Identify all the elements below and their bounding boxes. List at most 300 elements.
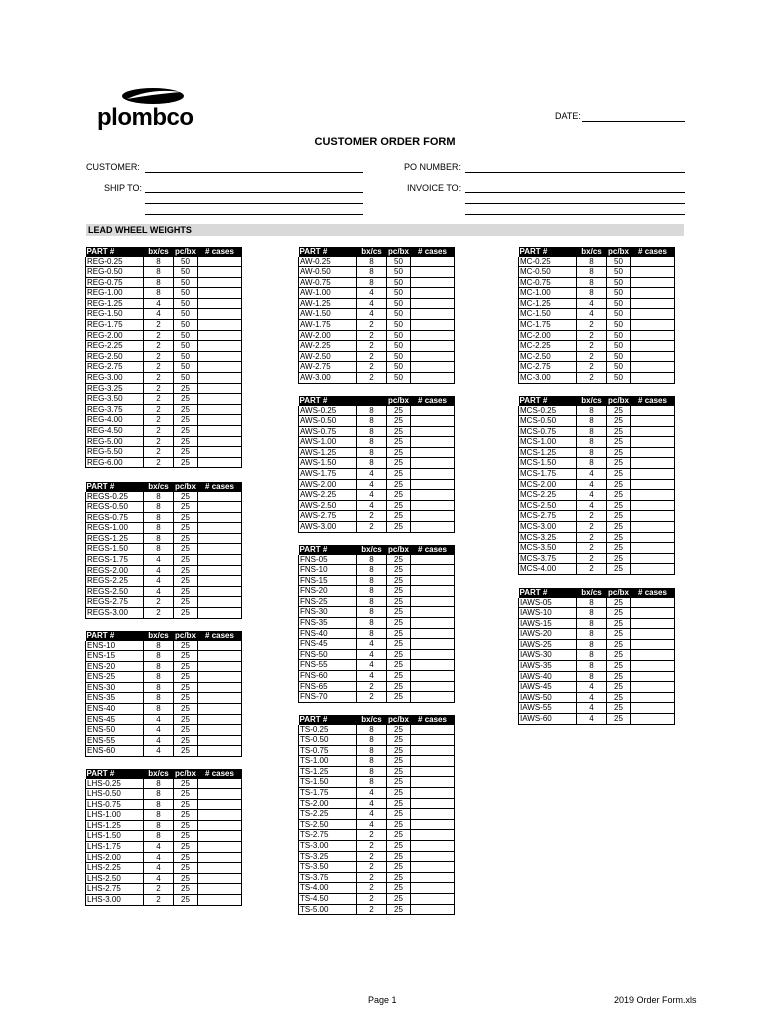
cases-input-cell[interactable]	[411, 351, 455, 362]
part-number-cell: MCS-1.75	[519, 469, 577, 480]
table-row	[299, 288, 455, 299]
cases-input-cell[interactable]	[631, 341, 675, 352]
table-row	[299, 894, 455, 905]
pieces-per-box-cell: 25	[607, 564, 631, 575]
invoice-to-field-2[interactable]	[465, 203, 685, 204]
cases-input-cell[interactable]	[411, 586, 455, 597]
date-label: DATE:	[555, 111, 581, 121]
table-row	[519, 618, 675, 629]
part-number-cell: FNS-60	[299, 671, 357, 682]
part-number-cell: LHS-0.50	[86, 789, 144, 800]
cases-input-cell[interactable]	[198, 330, 242, 341]
cases-input-cell[interactable]	[198, 895, 242, 906]
cases-input-cell[interactable]	[198, 373, 242, 384]
cases-input-cell[interactable]	[198, 309, 242, 320]
pieces-per-box-cell: 25	[387, 607, 411, 618]
cases-input-cell[interactable]	[411, 830, 455, 841]
cases-input-cell[interactable]	[198, 523, 242, 534]
cases-input-cell[interactable]	[198, 842, 242, 853]
ship-to-field-3[interactable]	[145, 214, 363, 215]
pieces-per-box-cell: 25	[387, 725, 411, 735]
cases-input-cell[interactable]	[411, 511, 455, 522]
part-number-cell: REG-0.75	[86, 277, 144, 288]
cases-input-cell[interactable]	[198, 298, 242, 309]
table-row	[519, 714, 675, 725]
pieces-per-box-cell: 25	[607, 426, 631, 437]
cases-input-cell[interactable]	[411, 681, 455, 692]
part-number-cell: MCS-3.75	[519, 553, 577, 564]
pieces-per-box-cell: 25	[174, 404, 198, 415]
table-mc	[518, 247, 675, 384]
ship-to-field-1[interactable]	[145, 192, 363, 193]
table-header-row	[519, 396, 675, 406]
cases-input-cell[interactable]	[411, 341, 455, 352]
cases-input-cell[interactable]	[631, 277, 675, 288]
pieces-per-box-cell: 25	[607, 522, 631, 533]
cases-input-cell[interactable]	[198, 831, 242, 842]
part-number-cell: REGS-1.75	[86, 555, 144, 566]
part-number-cell: ENS-10	[86, 641, 144, 651]
cases-input-cell[interactable]	[411, 725, 455, 735]
cases-input-cell[interactable]	[198, 682, 242, 693]
cases-input-cell[interactable]	[198, 799, 242, 810]
cases-input-cell[interactable]	[411, 883, 455, 894]
part-number-cell: AWS-0.75	[299, 426, 357, 437]
cases-input-cell[interactable]	[631, 490, 675, 501]
cases-input-cell[interactable]	[198, 362, 242, 373]
pieces-per-box-cell: 25	[174, 641, 198, 651]
column-header: bx/cs	[577, 247, 607, 257]
cases-input-cell[interactable]	[411, 288, 455, 299]
boxes-per-case-cell: 8	[144, 502, 174, 513]
cases-input-cell[interactable]	[411, 257, 455, 267]
cases-input-cell[interactable]	[631, 479, 675, 490]
cases-input-cell[interactable]	[198, 704, 242, 715]
pieces-per-box-cell: 25	[174, 714, 198, 725]
cases-input-cell[interactable]	[411, 819, 455, 830]
pieces-per-box-cell: 25	[387, 862, 411, 873]
cases-input-cell[interactable]	[198, 884, 242, 895]
pieces-per-box-cell: 25	[387, 681, 411, 692]
cases-input-cell[interactable]	[411, 788, 455, 799]
part-number-cell: REG-3.25	[86, 383, 144, 394]
cases-input-cell[interactable]	[198, 735, 242, 746]
cases-input-cell[interactable]	[198, 351, 242, 362]
cases-input-cell[interactable]	[198, 267, 242, 278]
cases-input-cell[interactable]	[411, 373, 455, 384]
part-number-cell: AW-1.50	[299, 309, 357, 320]
invoice-to-field-3[interactable]	[465, 214, 685, 215]
boxes-per-case-cell: 8	[577, 639, 607, 650]
cases-input-cell[interactable]	[631, 522, 675, 533]
cases-input-cell[interactable]	[411, 406, 455, 416]
cases-input-cell[interactable]	[198, 586, 242, 597]
ship-to-field-2[interactable]	[145, 203, 363, 204]
cases-input-cell[interactable]	[631, 437, 675, 448]
pieces-per-box-cell: 25	[387, 777, 411, 788]
table-row	[86, 789, 242, 800]
pieces-per-box-cell: 25	[174, 415, 198, 426]
table-row	[519, 426, 675, 437]
boxes-per-case-cell: 8	[144, 288, 174, 299]
boxes-per-case-cell: 4	[144, 576, 174, 587]
column-header: PART #	[86, 247, 144, 257]
cases-input-cell[interactable]	[411, 362, 455, 373]
part-number-cell: AWS-1.00	[299, 437, 357, 448]
cases-input-cell[interactable]	[631, 682, 675, 693]
cases-input-cell[interactable]	[631, 692, 675, 703]
cases-input-cell[interactable]	[411, 330, 455, 341]
pieces-per-box-cell: 25	[387, 511, 411, 522]
part-number-cell: IAWS-05	[519, 598, 577, 608]
boxes-per-case-cell: 8	[357, 555, 387, 565]
column-header: pc/bx	[388, 715, 409, 724]
table-row	[299, 618, 455, 629]
cases-input-cell[interactable]	[631, 362, 675, 373]
boxes-per-case-cell: 2	[357, 373, 387, 384]
cases-input-cell[interactable]	[198, 383, 242, 394]
table-row	[86, 608, 242, 619]
cases-input-cell[interactable]	[631, 320, 675, 331]
cases-input-cell[interactable]	[411, 277, 455, 288]
cases-input-cell[interactable]	[198, 576, 242, 587]
part-number-cell: AWS-1.75	[299, 469, 357, 480]
boxes-per-case-cell: 8	[144, 704, 174, 715]
pieces-per-box-cell: 25	[607, 543, 631, 554]
table-row	[86, 746, 242, 757]
cases-input-cell[interactable]	[198, 394, 242, 405]
cases-input-cell[interactable]	[198, 565, 242, 576]
boxes-per-case-cell: 4	[144, 842, 174, 853]
part-number-cell: MC-2.50	[519, 351, 577, 362]
cases-input-cell[interactable]	[631, 564, 675, 575]
table-row	[299, 809, 455, 820]
part-number-cell: IAWS-35	[519, 661, 577, 672]
cases-input-cell[interactable]	[198, 779, 242, 789]
invoice-to-field-1[interactable]	[465, 192, 685, 193]
part-number-cell: MCS-2.00	[519, 479, 577, 490]
boxes-per-case-cell: 4	[144, 309, 174, 320]
date-field[interactable]	[582, 121, 685, 122]
cases-input-cell[interactable]	[198, 651, 242, 662]
cases-input-cell[interactable]	[411, 809, 455, 820]
cases-input-cell[interactable]	[198, 714, 242, 725]
column-header: # cases	[631, 247, 675, 257]
boxes-per-case-cell: 8	[577, 458, 607, 469]
cases-input-cell[interactable]	[411, 267, 455, 278]
pieces-per-box-cell: 50	[387, 298, 411, 309]
cases-input-cell[interactable]	[631, 257, 675, 267]
pieces-per-box-cell: 25	[174, 502, 198, 513]
cases-input-cell[interactable]	[411, 862, 455, 873]
cases-input-cell[interactable]	[411, 745, 455, 756]
part-number-cell: MCS-2.25	[519, 490, 577, 501]
part-number-cell: LHS-0.75	[86, 799, 144, 810]
part-number-cell: AWS-2.75	[299, 511, 357, 522]
table-row	[86, 873, 242, 884]
boxes-per-case-cell: 4	[144, 565, 174, 576]
cases-input-cell[interactable]	[198, 341, 242, 352]
cases-input-cell[interactable]	[631, 406, 675, 416]
cases-input-cell[interactable]	[631, 650, 675, 661]
cases-input-cell[interactable]	[198, 555, 242, 566]
pieces-per-box-cell: 25	[387, 872, 411, 883]
part-number-cell: FNS-45	[299, 639, 357, 650]
table-row	[519, 437, 675, 448]
part-number-cell: ENS-40	[86, 704, 144, 715]
part-number-cell: REG-1.00	[86, 288, 144, 299]
boxes-per-case-cell: 8	[357, 458, 387, 469]
cases-input-cell[interactable]	[198, 288, 242, 299]
pieces-per-box-cell: 25	[387, 788, 411, 799]
cases-input-cell[interactable]	[198, 257, 242, 267]
cases-input-cell[interactable]	[631, 447, 675, 458]
boxes-per-case-cell: 8	[144, 512, 174, 523]
cases-input-cell[interactable]	[198, 810, 242, 821]
cases-input-cell[interactable]	[411, 649, 455, 660]
cases-input-cell[interactable]	[631, 714, 675, 725]
pieces-per-box-cell: 25	[607, 661, 631, 672]
table-row	[86, 330, 242, 341]
boxes-per-case-cell: 2	[577, 373, 607, 384]
cases-input-cell[interactable]	[411, 756, 455, 767]
cases-input-cell[interactable]	[631, 553, 675, 564]
cases-input-cell[interactable]	[411, 692, 455, 703]
cases-input-cell[interactable]	[631, 351, 675, 362]
cases-input-cell[interactable]	[411, 766, 455, 777]
cases-input-cell[interactable]	[631, 543, 675, 554]
pieces-per-box-cell: 25	[607, 511, 631, 522]
cases-input-cell[interactable]	[411, 447, 455, 458]
cases-input-cell[interactable]	[411, 437, 455, 448]
part-number-cell: ENS-50	[86, 725, 144, 736]
part-number-cell: FNS-55	[299, 660, 357, 671]
part-number-cell: REG-2.50	[86, 351, 144, 362]
cases-input-cell[interactable]	[411, 735, 455, 746]
boxes-per-case-cell: 2	[144, 330, 174, 341]
cases-input-cell[interactable]	[411, 851, 455, 862]
cases-input-cell[interactable]	[411, 500, 455, 511]
cases-input-cell[interactable]	[198, 502, 242, 513]
cases-input-cell[interactable]	[411, 671, 455, 682]
cases-input-cell[interactable]	[198, 320, 242, 331]
cases-input-cell[interactable]	[198, 661, 242, 672]
boxes-per-case-cell: 4	[357, 671, 387, 682]
pieces-per-box-cell: 25	[387, 819, 411, 830]
cases-input-cell[interactable]	[198, 512, 242, 523]
cases-input-cell[interactable]	[631, 373, 675, 384]
cases-input-cell[interactable]	[631, 330, 675, 341]
cases-input-cell[interactable]	[411, 479, 455, 490]
table-row	[299, 416, 455, 427]
part-number-cell: MCS-4.00	[519, 564, 577, 575]
cases-input-cell[interactable]	[411, 469, 455, 480]
cases-input-cell[interactable]	[411, 426, 455, 437]
cases-input-cell[interactable]	[411, 872, 455, 883]
cases-input-cell[interactable]	[631, 639, 675, 650]
table-row	[519, 692, 675, 703]
table-row	[299, 798, 455, 809]
cases-input-cell[interactable]	[411, 596, 455, 607]
table-row	[299, 373, 455, 384]
cases-input-cell[interactable]	[411, 320, 455, 331]
cases-input-cell[interactable]	[411, 458, 455, 469]
cases-input-cell[interactable]	[631, 469, 675, 480]
cases-input-cell[interactable]	[198, 426, 242, 437]
cases-input-cell[interactable]	[411, 298, 455, 309]
column-header: bx/cs	[357, 247, 387, 257]
cases-input-cell[interactable]	[631, 671, 675, 682]
cases-input-cell[interactable]	[631, 500, 675, 511]
cases-input-cell[interactable]	[198, 544, 242, 555]
cases-input-cell[interactable]	[631, 458, 675, 469]
table-row	[86, 895, 242, 906]
cases-input-cell[interactable]	[411, 660, 455, 671]
pieces-per-box-cell: 50	[607, 351, 631, 362]
pieces-per-box-cell: 25	[387, 766, 411, 777]
pieces-per-box-cell: 25	[387, 447, 411, 458]
pieces-per-box-cell: 25	[174, 831, 198, 842]
pieces-per-box-cell: 25	[387, 894, 411, 905]
column-header: # cases	[631, 588, 675, 598]
column-header: pc/bx	[388, 396, 409, 405]
cases-input-cell[interactable]	[198, 820, 242, 831]
part-number-cell: MC-0.25	[519, 257, 577, 267]
cases-input-cell[interactable]	[198, 863, 242, 874]
cases-input-cell[interactable]	[411, 777, 455, 788]
cases-input-cell[interactable]	[198, 725, 242, 736]
part-number-cell: IAWS-15	[519, 618, 577, 629]
cases-input-cell[interactable]	[631, 511, 675, 522]
boxes-per-case-cell: 8	[357, 756, 387, 767]
part-number-cell: REG-0.50	[86, 267, 144, 278]
table-lhs	[85, 769, 242, 906]
pieces-per-box-cell: 25	[174, 383, 198, 394]
table-row	[86, 257, 242, 267]
cases-input-cell[interactable]	[631, 532, 675, 543]
cases-input-cell[interactable]	[198, 746, 242, 757]
table-row	[86, 288, 242, 299]
table-row	[519, 479, 675, 490]
pieces-per-box-cell: 25	[174, 735, 198, 746]
pieces-per-box-cell: 25	[607, 479, 631, 490]
part-number-cell: IAWS-40	[519, 671, 577, 682]
cases-input-cell[interactable]	[411, 522, 455, 533]
cases-input-cell[interactable]	[198, 457, 242, 468]
cases-input-cell[interactable]	[198, 608, 242, 619]
table-row	[86, 842, 242, 853]
boxes-per-case-cell: 4	[144, 555, 174, 566]
table-mcs	[518, 396, 675, 575]
pieces-per-box-cell: 25	[387, 555, 411, 565]
table-row	[86, 383, 242, 394]
section-title: LEAD WHEEL WEIGHTS	[88, 225, 192, 235]
customer-field[interactable]	[145, 172, 363, 173]
cases-input-cell[interactable]	[631, 298, 675, 309]
po-number-field[interactable]	[465, 172, 685, 173]
table-row	[519, 406, 675, 416]
cases-input-cell[interactable]	[198, 852, 242, 863]
cases-input-cell[interactable]	[198, 597, 242, 608]
cases-input-cell[interactable]	[411, 565, 455, 576]
column-header: PART #	[519, 396, 577, 406]
boxes-per-case-cell: 4	[357, 819, 387, 830]
cases-input-cell[interactable]	[411, 639, 455, 650]
cases-input-cell[interactable]	[631, 608, 675, 619]
table-row	[86, 672, 242, 683]
boxes-per-case-cell: 8	[144, 257, 174, 267]
table-row	[299, 555, 455, 565]
cases-input-cell[interactable]	[631, 267, 675, 278]
table-row	[519, 639, 675, 650]
cases-input-cell[interactable]	[198, 492, 242, 502]
cases-input-cell[interactable]	[198, 415, 242, 426]
table-row	[86, 714, 242, 725]
cases-input-cell[interactable]	[631, 598, 675, 608]
cases-input-cell[interactable]	[631, 661, 675, 672]
cases-input-cell[interactable]	[198, 693, 242, 704]
pieces-per-box-cell: 25	[174, 436, 198, 447]
cases-input-cell[interactable]	[411, 309, 455, 320]
table-row	[299, 479, 455, 490]
cases-input-cell[interactable]	[198, 277, 242, 288]
cases-input-cell[interactable]	[198, 672, 242, 683]
cases-input-cell[interactable]	[198, 789, 242, 800]
cases-input-cell[interactable]	[411, 894, 455, 905]
cases-input-cell[interactable]	[198, 404, 242, 415]
part-number-cell: TS-3.50	[299, 862, 357, 873]
cases-input-cell[interactable]	[411, 904, 455, 915]
boxes-per-case-cell: 2	[144, 415, 174, 426]
cases-input-cell[interactable]	[411, 798, 455, 809]
boxes-per-case-cell: 8	[577, 437, 607, 448]
cases-input-cell[interactable]	[411, 490, 455, 501]
cases-input-cell[interactable]	[631, 309, 675, 320]
cases-input-cell[interactable]	[198, 533, 242, 544]
cases-input-cell[interactable]	[411, 841, 455, 852]
cases-input-cell[interactable]	[631, 288, 675, 299]
pieces-per-box-cell: 50	[174, 309, 198, 320]
cases-input-cell[interactable]	[411, 628, 455, 639]
pieces-per-box-cell: 25	[174, 565, 198, 576]
part-number-cell: MC-1.00	[519, 288, 577, 299]
cases-input-cell[interactable]	[631, 416, 675, 427]
cases-input-cell[interactable]	[631, 618, 675, 629]
cases-input-cell[interactable]	[411, 618, 455, 629]
table-row	[86, 298, 242, 309]
pieces-per-box-cell: 50	[607, 362, 631, 373]
table-row	[299, 522, 455, 533]
pieces-per-box-cell: 25	[174, 810, 198, 821]
pieces-per-box-cell: 50	[174, 277, 198, 288]
cases-input-cell[interactable]	[198, 436, 242, 447]
cases-input-cell[interactable]	[198, 641, 242, 651]
table-header-row	[299, 715, 455, 725]
boxes-per-case-cell: 8	[357, 257, 387, 267]
cases-input-cell[interactable]	[198, 873, 242, 884]
cases-input-cell[interactable]	[411, 416, 455, 427]
cases-input-cell[interactable]	[631, 426, 675, 437]
cases-input-cell[interactable]	[631, 703, 675, 714]
cases-input-cell[interactable]	[198, 447, 242, 458]
cases-input-cell[interactable]	[631, 629, 675, 640]
table-row	[519, 608, 675, 619]
cases-input-cell[interactable]	[411, 555, 455, 565]
cases-input-cell[interactable]	[411, 575, 455, 586]
cases-input-cell[interactable]	[411, 607, 455, 618]
pieces-per-box-cell: 25	[174, 544, 198, 555]
part-number-cell: ENS-30	[86, 682, 144, 693]
